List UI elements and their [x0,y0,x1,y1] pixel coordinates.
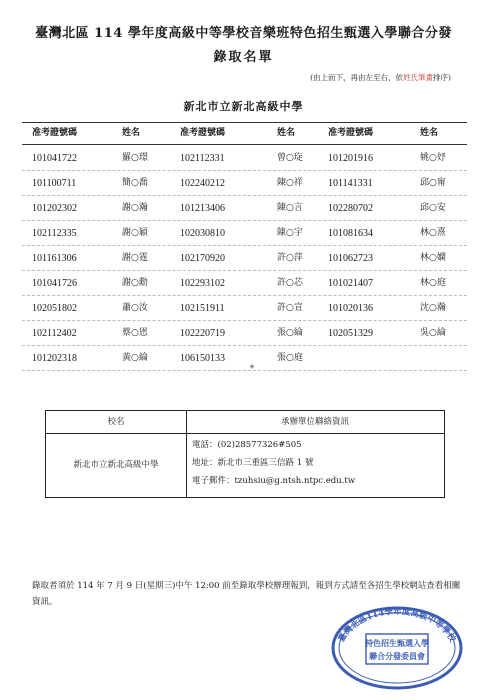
student-name-cell: 林○庭 [420,278,446,288]
student-name-cell: 謝○勳 [122,278,148,288]
student-name-cell: 蕭○汝 [122,303,148,313]
exam-id-cell: 102170920 [180,253,225,264]
table-row [22,346,467,371]
exam-id-cell: 102112335 [32,228,77,239]
exam-id-cell: 101202318 [32,353,77,364]
exam-id-cell: 106150133 [180,353,225,364]
table-header-rule [22,144,467,145]
student-name-cell: 蔡○恩 [122,328,148,338]
student-name-cell: 羅○璟 [122,153,148,163]
student-name-cell: 謝○穎 [122,228,148,238]
document-subtitle: 錄取名單 [213,50,274,65]
exam-id-cell: 101100711 [32,178,77,189]
exam-id-cell: 101202302 [32,203,77,214]
student-name-cell: 張○庭 [277,353,303,363]
column-header-id-3: 准考證號碼 [328,128,374,138]
column-header-name-1: 姓名 [122,128,141,138]
column-header-id-1: 准考證號碼 [32,128,78,138]
contact-phone: 電話：(02)28577326#505 [192,440,302,450]
table-row [22,321,467,346]
contact-table [45,410,445,498]
seal-outer-text: 臺灣北區114學年度高級中等學校 [336,606,458,645]
exam-id-cell: 102293102 [180,278,225,289]
exam-id-cell: 101020136 [328,303,373,314]
student-name-cell: 陳○祥 [277,178,303,188]
exam-id-cell: 102112402 [32,328,77,339]
student-name-cell: 邱○安 [420,203,446,213]
student-name-cell: 陳○宇 [277,228,303,238]
table-row [22,271,467,296]
student-name-cell: 陳○言 [277,203,303,213]
exam-id-cell: 101062723 [328,253,373,264]
student-name-cell: 張○綸 [277,328,303,338]
exam-id-cell: 101141331 [328,178,373,189]
sort-order-note-prefix: (由上而下，再由左至右，依 [310,73,404,82]
student-name-cell: 許○宣 [277,303,303,313]
column-header-name-2: 姓名 [277,128,296,138]
exam-id-cell: 101041726 [32,278,77,289]
exam-id-cell: 102240212 [180,178,225,189]
exam-id-cell: 101161306 [32,253,77,264]
exam-id-cell: 102220719 [180,328,225,339]
star-mark: * [250,364,254,373]
table-row [22,246,467,271]
student-name-cell: 許○芯 [277,278,303,288]
table-row [22,146,467,171]
student-name-cell: 黃○綸 [122,353,148,363]
student-name-cell: 林○嫻 [420,253,446,263]
school-heading: 新北市立新北高級中學 [183,100,304,113]
official-seal [328,598,466,690]
contact-header-school: 校名 [107,417,125,427]
student-name-cell: 邱○甯 [420,178,446,188]
sort-order-note-highlight: 姓氏筆畫 [403,73,434,82]
student-name-cell: 林○熹 [420,228,446,238]
exam-id-cell: 101201916 [328,153,373,164]
exam-id-cell: 101041722 [32,153,77,164]
table-top-rule [22,122,467,123]
exam-id-cell: 102280702 [328,203,373,214]
exam-id-cell: 102030810 [180,228,225,239]
exam-id-cell: 102051329 [328,328,373,339]
footer-note: 錄取者須於 114 年 7 月 9 日(星期三)中午 12:00 前至錄取學校辦理報到，報到方式請至各招生學校網站查看相關資訊。 [32,581,461,607]
exam-id-cell: 101021407 [328,278,373,289]
student-name-cell: 謝○霆 [122,253,148,263]
contact-header-info: 承辦單位聯絡資訊 [280,417,349,427]
student-name-cell: 簡○喬 [122,178,148,188]
student-name-cell: 許○萍 [277,253,303,263]
exam-id-cell: 102112331 [180,153,225,164]
table-row [22,296,467,321]
sort-order-note-suffix: 排序) [433,73,451,82]
seal-inner-line-1: 特色招生甄選入學 [365,638,429,648]
table-row [22,171,467,196]
exam-id-cell: 101081634 [328,228,373,239]
seal-inner-line-2: 聯合分發委員會 [369,651,425,661]
student-name-cell: 姚○妤 [420,153,446,163]
table-row [22,196,467,221]
exam-id-cell: 102051802 [32,303,77,314]
contact-address: 地址：新北市三重區三信路 1 號 [192,458,314,468]
student-name-cell: 謝○瀚 [122,203,148,213]
student-name-cell: 吳○綸 [420,328,446,338]
column-header-name-3: 姓名 [420,128,439,138]
sort-order-note [310,72,451,83]
exam-id-cell: 102151911 [180,303,225,314]
table-row [22,221,467,246]
contact-school-name: 新北市立新北高級中學 [73,460,159,470]
student-name-cell: 沈○瀚 [420,303,446,313]
column-header-id-2: 准考證號碼 [180,128,226,138]
document-title: 臺灣北區 114 學年度高級中等學校音樂班特色招生甄選入學聯合分發 [35,26,452,41]
contact-email[interactable]: 電子郵件：tzuhsiu@g.ntsh.ntpc.edu.tw [192,476,356,486]
student-name-cell: 曾○琁 [277,153,303,163]
exam-id-cell: 101213406 [180,203,225,214]
